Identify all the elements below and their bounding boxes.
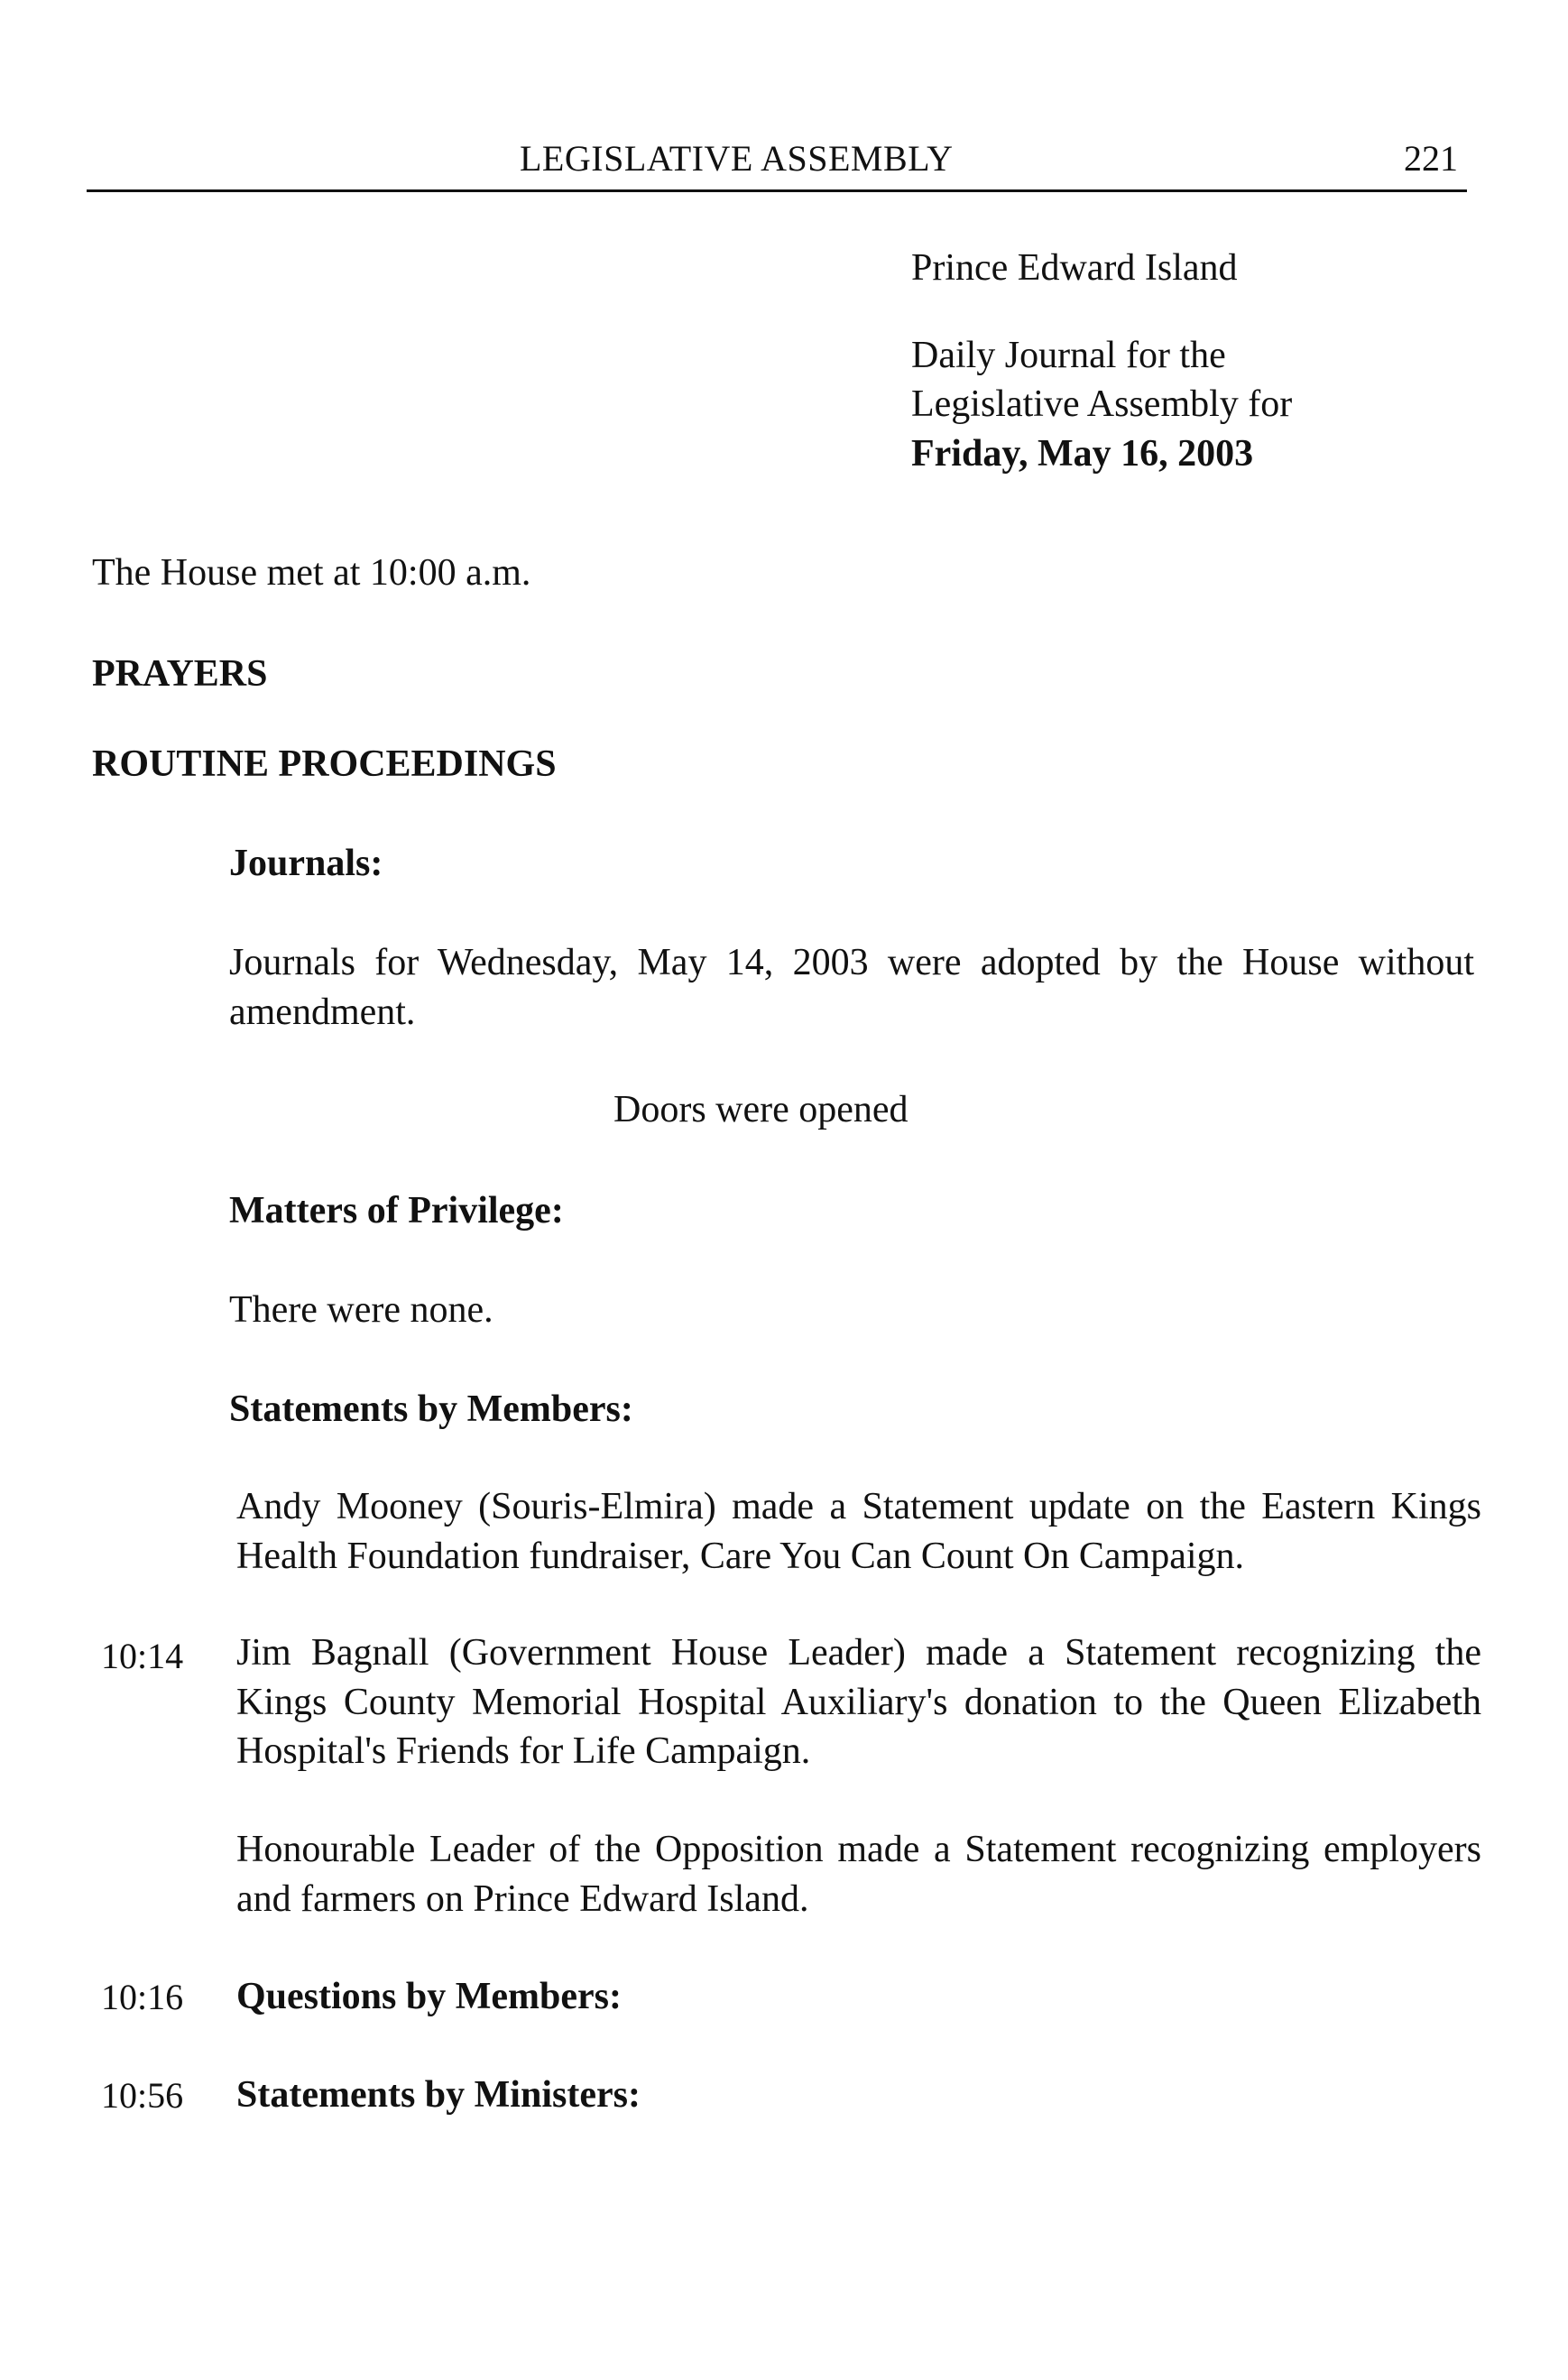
statements-by-members-heading: Statements by Members: (229, 1388, 633, 1430)
running-title: LEGISLATIVE ASSEMBLY (520, 138, 954, 179)
journals-heading: Journals: (229, 843, 383, 884)
journal-title-line-1: Daily Journal for the (911, 334, 1226, 376)
member-statement-opposition-leader: Honourable Leader of the Opposition made a Statement recognizing employers and farmers on Prince Edward Island. (236, 1829, 1481, 1920)
statements-by-ministers-heading: Statements by Ministers: (236, 2074, 641, 2116)
timestamp-1014: 10:14 (101, 1636, 184, 1676)
journals-text: Journals for Wednesday, May 14, 2003 were adopted by the House without amendment. (229, 942, 1474, 1033)
timestamp-1056: 10:56 (101, 2075, 184, 2116)
journal-masthead (911, 244, 1471, 478)
doors-opened-note: Doors were opened (613, 1089, 909, 1130)
timestamp-1016: 10:16 (101, 1977, 184, 2017)
running-header (87, 135, 1467, 192)
routine-proceedings-heading: ROUTINE PROCEEDINGS (92, 743, 557, 785)
questions-by-members-heading: Questions by Members: (236, 1976, 622, 2017)
house-met-time: The House met at 10:00 a.m. (92, 552, 531, 594)
page-number: 221 (1404, 138, 1458, 179)
prayers-heading: PRAYERS (92, 653, 268, 695)
matters-of-privilege-text: There were none. (229, 1289, 493, 1331)
province-name: Prince Edward Island (911, 247, 1238, 289)
sitting-date: Friday, May 16, 2003 (911, 432, 1254, 475)
journal-title-line-2: Legislative Assembly for (911, 383, 1293, 426)
member-statement-mooney: Andy Mooney (Souris-Elmira) made a Statement update on the Eastern Kings Health Foundation fundraiser, Care You Can Count On Campaign. (236, 1486, 1481, 1577)
matters-of-privilege-heading: Matters of Privilege: (229, 1190, 564, 1232)
member-statement-bagnall: Jim Bagnall (Government House Leader) made a Statement recognizing the Kings County Memorial Hospital Auxiliary's donation to the Queen Elizabeth Hospital's Friends for Life Campaign. (236, 1632, 1481, 1773)
